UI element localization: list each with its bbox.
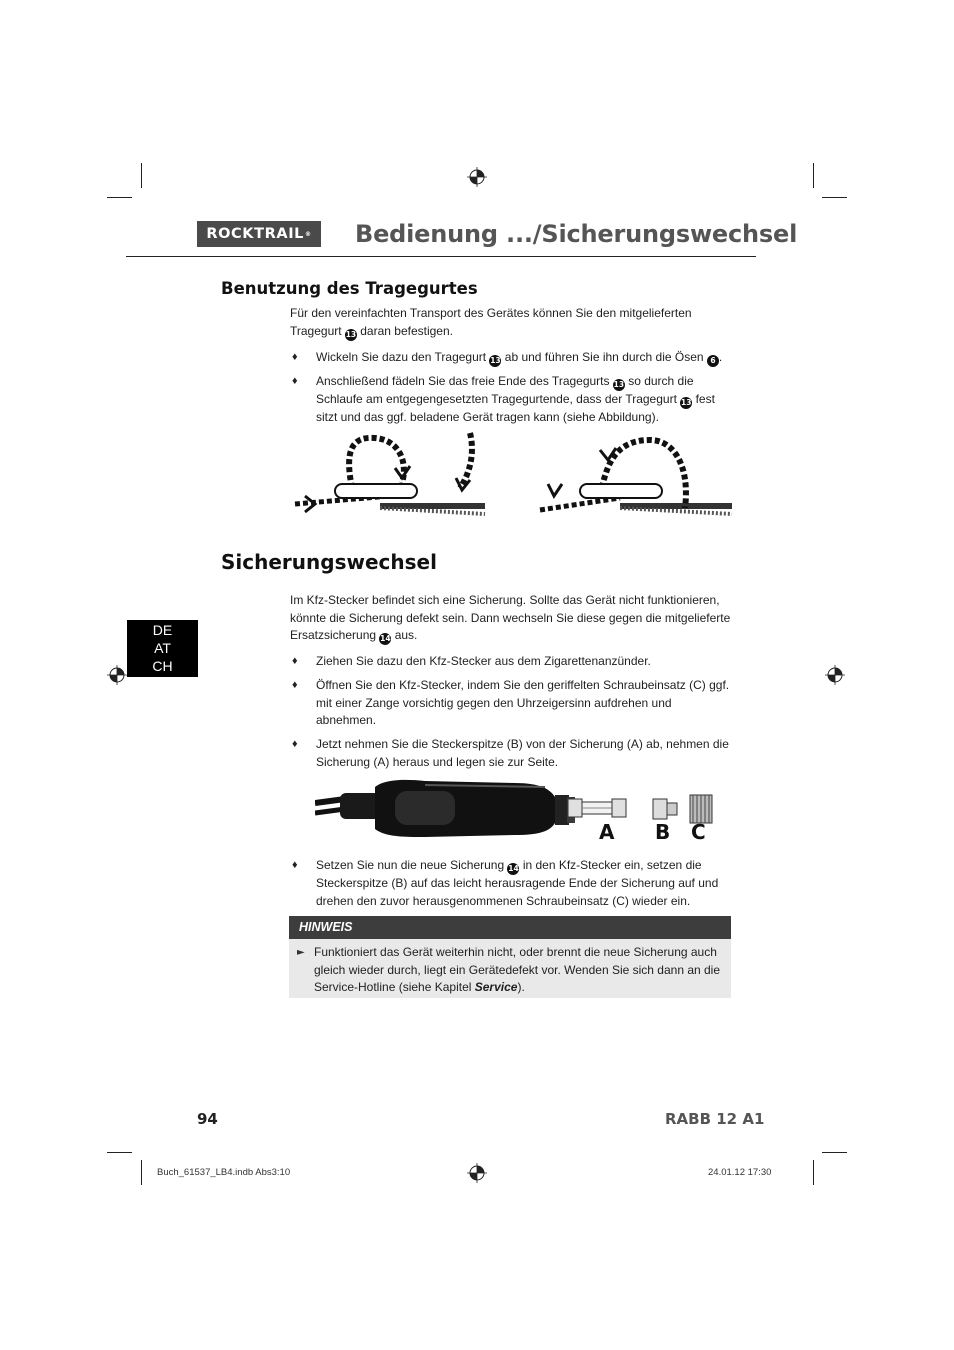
strap-figure-left [295, 433, 485, 514]
bullet-text [316, 373, 734, 427]
bullet-text [316, 653, 734, 671]
strap-figure-right [540, 440, 732, 514]
intro-text: daran befestigen. [356, 323, 453, 338]
header-divider [126, 256, 756, 257]
crop-mark [141, 163, 142, 188]
note-text [314, 944, 724, 997]
reference-number: 14 [380, 634, 391, 643]
crop-mark [822, 197, 847, 198]
page-number: 94 [197, 1110, 218, 1128]
reference-number: 13 [345, 329, 357, 339]
print-slug-right: 24.01.12 17:30 [708, 1167, 772, 1178]
registration-mark-icon [825, 665, 845, 685]
text-segment: Jetzt nehmen Sie die Steckerspitze (B) von der Sicherung (A) ab, nehmen die Sicherung (A) heraus und legen sie zur Seite. [316, 737, 729, 769]
bullet-text [316, 677, 734, 730]
text-segment: so durch die Schlaufe am entgegengesetzten Tragegurtende, dass der Tragegurt [316, 374, 694, 406]
brand-name: ROCKTRAIL [206, 226, 305, 242]
crop-mark [107, 197, 132, 198]
text-segment: in den Kfz-Stecker ein, setzen die Steckerspitze (B) auf das leicht herausragende Ende der Sicherung auf und drehen den zuvor herausgenommenen Schraubeinsatz (C) wieder ein. [316, 858, 719, 908]
strap-intro [290, 305, 735, 341]
text-segment: Setzen Sie nun die neue Sicherung [316, 858, 508, 872]
reference-number: 14 [508, 864, 519, 873]
text-segment: Wickeln Sie dazu den Tragegurt [316, 350, 490, 364]
crop-mark [813, 1160, 814, 1185]
reference-number: 13 [613, 380, 625, 389]
bullet-text [316, 736, 734, 771]
crop-mark [822, 1152, 847, 1153]
text-segment: fest sitzt und das ggf. beladene Gerät tragen kann (siehe Abbildung). [316, 392, 715, 424]
intro-text: Im Kfz-Stecker befindet sich eine Sicherung. Sollte das Gerät nicht funktionieren, könnte die Sicherung defekt sein. Dann wechseln Sie diese gegen die mitgelieferte Ersatzsicherung [290, 593, 731, 642]
bullet-text [316, 857, 734, 910]
diamond-bullet-icon: ♦ [292, 655, 298, 667]
figure-label-a: A [599, 820, 615, 844]
language-code: DE [152, 622, 173, 638]
intro-text: aus. [391, 628, 418, 642]
language-tab [127, 620, 198, 677]
note-box [289, 939, 731, 998]
diamond-bullet-icon: ♦ [292, 375, 298, 387]
model-number: RABB 12 A1 [665, 1110, 765, 1128]
registered-mark: ® [305, 230, 312, 238]
note-text-part: ). [517, 980, 525, 994]
arrow-right-icon: ► [297, 947, 305, 958]
registration-mark-icon [107, 665, 127, 685]
section-heading-fuse: Sicherungswechsel [221, 550, 437, 574]
language-code: CH [152, 658, 173, 674]
page-title: Bedienung .../Sicherungswechsel [355, 220, 798, 248]
note-title: HINWEIS [289, 916, 731, 939]
intro-text: Für den vereinfachten Transport des Gerätes können Sie den mitgelieferten Tragegurt [290, 306, 692, 338]
note-text-bold: Service [474, 980, 518, 994]
reference-number: 13 [490, 356, 501, 365]
text-segment: Ziehen Sie dazu den Kfz-Stecker aus dem Zigarettenanzünder. [316, 654, 651, 668]
diamond-bullet-icon: ♦ [292, 679, 298, 691]
section-heading-strap: Benutzung des Tragegurtes [221, 279, 478, 298]
text-segment: Anschließend fädeln Sie das freie Ende des Tragegurts [316, 374, 613, 388]
note-text-part: Funktioniert das Gerät weiterhin nicht, oder brennt die neue Sicherung auch gleich wieder durch, liegt ein Gerätedefekt vor. Wenden Sie sich dann an die Service-Hotline (siehe Kapitel [314, 945, 721, 994]
diamond-bullet-icon: ♦ [292, 351, 298, 363]
crop-mark [141, 1160, 142, 1185]
crop-mark [107, 1152, 132, 1153]
text-segment: . [718, 350, 723, 364]
diamond-bullet-icon: ♦ [292, 859, 298, 871]
reference-number: 13 [681, 398, 692, 407]
figure-label-c: C [691, 820, 706, 844]
text-segment: ab und führen Sie ihn durch die Ösen [501, 350, 707, 364]
diamond-bullet-icon: ♦ [292, 738, 298, 750]
reference-number: 6 [707, 355, 719, 367]
crop-mark [813, 163, 814, 188]
text-segment: Öffnen Sie den Kfz-Stecker, indem Sie den geriffelten Schraubeinsatz (C) ggf. mit einer Zange vorsichtig gegen den Uhrzeigersinn aufdrehen und abnehmen. [316, 678, 730, 727]
language-code: AT [154, 640, 171, 656]
bullet-text [316, 349, 734, 367]
print-slug-left: Buch_61537_LB4.indb Abs3:10 [157, 1167, 291, 1178]
figure-label-b: B [655, 820, 671, 844]
brand-logo [197, 221, 321, 247]
registration-mark-icon [467, 1163, 487, 1183]
registration-mark-icon [467, 167, 487, 187]
strap-threading-illustration [290, 428, 740, 523]
fuse-intro [290, 592, 735, 645]
